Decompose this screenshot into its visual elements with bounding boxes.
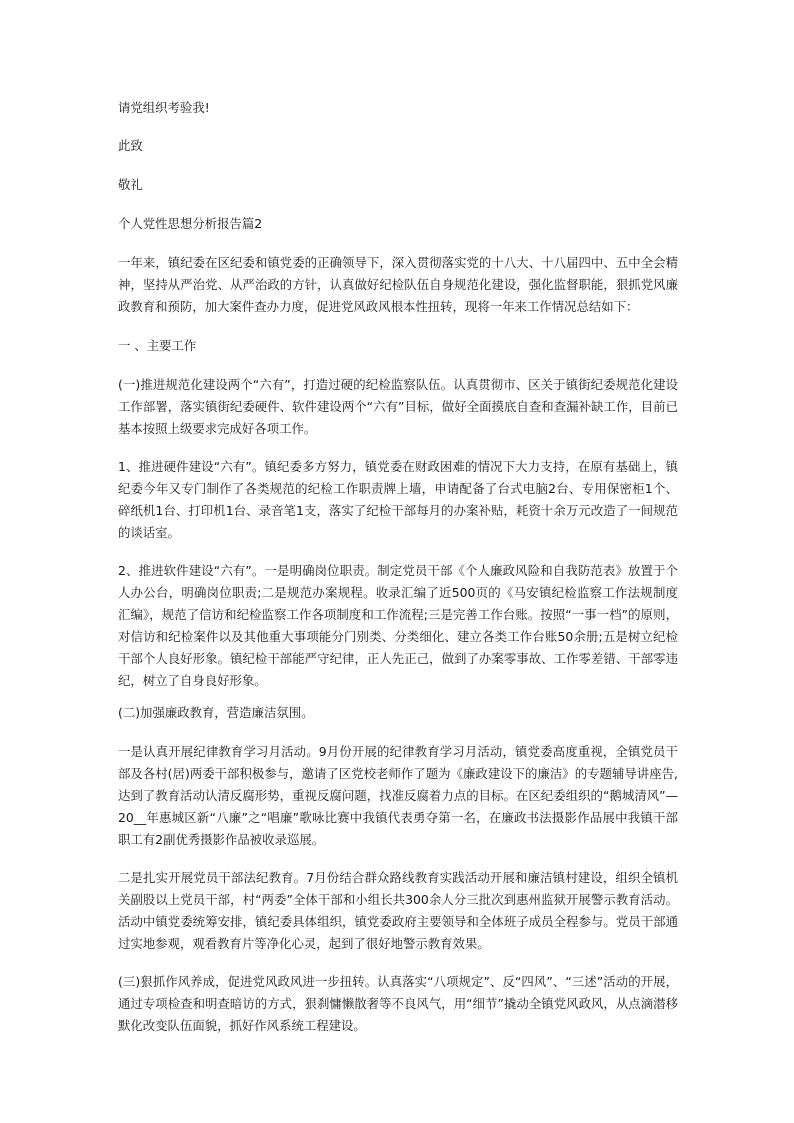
paragraph-standardization: (一)推进规范化建设两个“六有”，打造过硬的纪检监察队伍。认真贯彻市、区关于镇街纪委规范化建设工作部署，落实镇街纪委硬件、软件建设两个“六有”目标，做好全面摸底自查和查漏补缺工作，目前已基本按照上级要求完成好各项工作。 bbox=[118, 377, 678, 436]
paragraph-discipline-month: 一是认真开展纪律教育学习月活动。9月份开展的纪律教育学习月活动，镇党委高度重视，全镇党员干部及各村(居)两委干部积极参与，邀请了区党校老师作了题为《廉政建设下的廉洁》的专题辅导讲座告,达到了教育活动认清反腐形势，重视反腐问题，找准反腐着力点的目标。在区纪委组织的“鹅城清风”—20__年惠城区新“八廉”之“唱廉”歌咏比赛中我镇代表勇夺第一名，在廉政书法摄影作品展中我镇干部职工有2副优秀摄影作品被收录巡展。 bbox=[118, 744, 678, 847]
report-title: 个人党性思想分析报告篇2 bbox=[118, 216, 263, 231]
paragraph-software: 2、推进软件建设“六有”。一是明确岗位职责。制定党员干部《个人廉政风险和自我防范表》放置于个人办公台，明确岗位职责;二是规范办案规程。收录汇编了近500页的《马安镇纪检监察工作法规制度汇编》，规范了信访和纪检监察工作各项制度和工作流程;三是完善工作台账。按照“一事一档”的原则，对信访和纪检案件以及其他重大事项能分门别类、分类细化、建立各类工作台账50余册;五是树立纪检干部个人良好形象。镇纪检干部能严守纪律，正人先正己，做到了办案零事故、工作零差错、干部零违纪，树立了自身良好形象。 bbox=[118, 563, 678, 688]
salutation-jingli: 敬礼 bbox=[118, 177, 143, 192]
salutation-cizhi: 此致 bbox=[118, 138, 143, 153]
paragraph-work-style: (三)狠抓作风养成，促进党风政风进一步扭转。认真落实“八项规定”、反“四风”、“三述”活动的开展，通过专项检查和明查暗访的方式，狠刹慵懒散奢等不良风气，用“细节”撬动全镇党风政风，从点滴潜移默化改变队伍面貌，抓好作风系统工程建设。 bbox=[118, 974, 678, 1033]
paragraph-integrity-education: (二)加强廉政教育，营造廉洁氛围。 bbox=[118, 705, 314, 720]
section-heading: 一 、主要工作 bbox=[118, 338, 197, 353]
closing-line: 请党组织考验我! bbox=[118, 100, 210, 115]
paragraph-legal-education: 二是扎实开展党员干部法纪教育。7月份结合群众路线教育实践活动开展和廉洁镇村建设，组织全镇机关副股以上党员干部，村“两委”全体干部和小组长共300余人分三批次到惠州监狱开展警示教育活动。活动中镇党委统筹安排，镇纪委具体组织，镇党委政府主要领导和全体班子成员全程参与。党员干部通过实地参观，观看教育片等净化心灵，起到了很好地警示教育效果。 bbox=[118, 870, 678, 951]
paragraph-hardware: 1、推进硬件建设“六有”。镇纪委多方努力，镇党委在财政困难的情况下大力支持，在原有基础上，镇纪委今年又专门制作了各类规范的纪检工作职责牌上墙，申请配备了台式电脑2台、专用保密柜1个、碎纸机1台、打印机1台、录音笔1支，落实了纪检干部每月的办案补贴，耗资十余万元改造了一间规范的谈话室。 bbox=[118, 459, 678, 540]
intro-paragraph: 一年来，镇纪委在区纪委和镇党委的正确领导下，深入贯彻落实党的十八大、十八届四中、五中全会精神，坚持从严治党、从严治政的方针，认真做好纪检队伍自身规范化建设，强化监督职能，狠抓党风廉政教育和预防，加大案件查办力度，促进党风政风根本性扭转，现将一年来工作情况总结如下： bbox=[118, 255, 678, 314]
